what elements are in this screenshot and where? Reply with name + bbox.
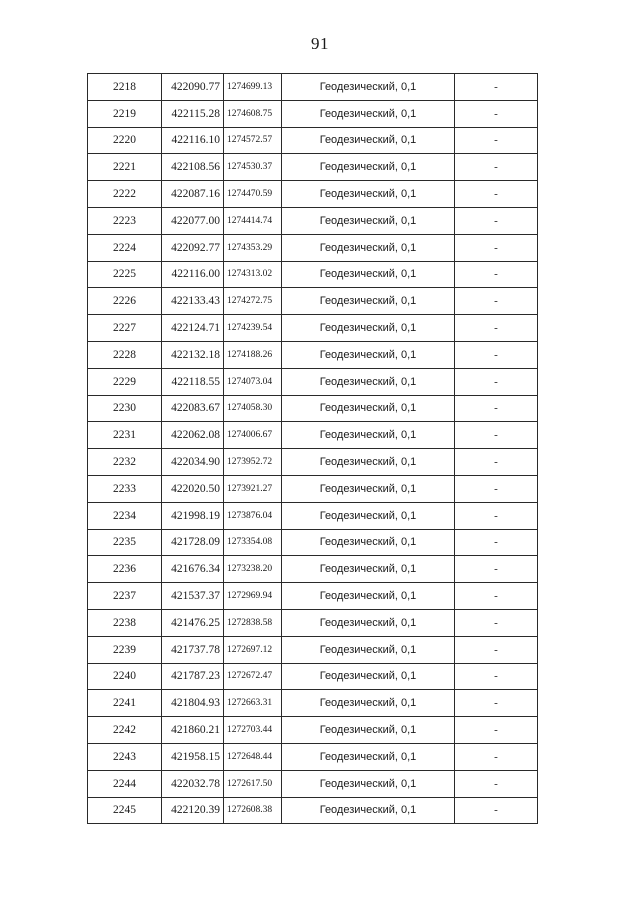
table-row bbox=[88, 717, 538, 744]
y-coordinate-cell: 1274313.02 bbox=[224, 261, 282, 288]
point-number-cell: 2239 bbox=[88, 636, 162, 663]
y-coordinate-cell: 1274572.57 bbox=[224, 127, 282, 154]
method-accuracy-cell: Геодезический, 0,1 bbox=[282, 315, 455, 342]
point-number-cell: 2235 bbox=[88, 529, 162, 556]
y-coordinate-cell: 1274530.37 bbox=[224, 154, 282, 181]
y-coordinate-cell: 1274608.75 bbox=[224, 100, 282, 127]
y-coordinate-cell: 1272969.94 bbox=[224, 583, 282, 610]
method-accuracy-cell: Геодезический, 0,1 bbox=[282, 717, 455, 744]
x-coordinate-cell: 421787.23 bbox=[162, 663, 224, 690]
description-cell: - bbox=[455, 556, 538, 583]
table-row bbox=[88, 743, 538, 770]
y-coordinate-cell: 1274006.67 bbox=[224, 422, 282, 449]
method-accuracy-cell: Геодезический, 0,1 bbox=[282, 368, 455, 395]
method-accuracy-cell: Геодезический, 0,1 bbox=[282, 181, 455, 208]
method-accuracy-cell: Геодезический, 0,1 bbox=[282, 475, 455, 502]
y-coordinate-cell: 1274353.29 bbox=[224, 234, 282, 261]
method-accuracy-cell: Геодезический, 0,1 bbox=[282, 609, 455, 636]
description-cell: - bbox=[455, 207, 538, 234]
description-cell: - bbox=[455, 341, 538, 368]
table-row bbox=[88, 690, 538, 717]
description-cell: - bbox=[455, 475, 538, 502]
y-coordinate-cell: 1274272.75 bbox=[224, 288, 282, 315]
x-coordinate-cell: 421737.78 bbox=[162, 636, 224, 663]
table-row bbox=[88, 261, 538, 288]
point-number-cell: 2225 bbox=[88, 261, 162, 288]
description-cell: - bbox=[455, 717, 538, 744]
table-row bbox=[88, 207, 538, 234]
method-accuracy-cell: Геодезический, 0,1 bbox=[282, 797, 455, 824]
y-coordinate-cell: 1272838.58 bbox=[224, 609, 282, 636]
table-row bbox=[88, 368, 538, 395]
x-coordinate-cell: 421728.09 bbox=[162, 529, 224, 556]
x-coordinate-cell: 422062.08 bbox=[162, 422, 224, 449]
x-coordinate-cell: 422083.67 bbox=[162, 395, 224, 422]
x-coordinate-cell: 422034.90 bbox=[162, 449, 224, 476]
x-coordinate-cell: 421476.25 bbox=[162, 609, 224, 636]
x-coordinate-cell: 422116.00 bbox=[162, 261, 224, 288]
description-cell: - bbox=[455, 690, 538, 717]
method-accuracy-cell: Геодезический, 0,1 bbox=[282, 502, 455, 529]
method-accuracy-cell: Геодезический, 0,1 bbox=[282, 127, 455, 154]
description-cell: - bbox=[455, 261, 538, 288]
x-coordinate-cell: 422087.16 bbox=[162, 181, 224, 208]
table-row bbox=[88, 154, 538, 181]
table-row bbox=[88, 609, 538, 636]
table-row bbox=[88, 475, 538, 502]
x-coordinate-cell: 422020.50 bbox=[162, 475, 224, 502]
description-cell: - bbox=[455, 663, 538, 690]
x-coordinate-cell: 422132.18 bbox=[162, 341, 224, 368]
point-number-cell: 2243 bbox=[88, 743, 162, 770]
table-row bbox=[88, 234, 538, 261]
y-coordinate-cell: 1273238.20 bbox=[224, 556, 282, 583]
method-accuracy-cell: Геодезический, 0,1 bbox=[282, 690, 455, 717]
y-coordinate-cell: 1272617.50 bbox=[224, 770, 282, 797]
point-number-cell: 2232 bbox=[88, 449, 162, 476]
point-number-cell: 2240 bbox=[88, 663, 162, 690]
table-row bbox=[88, 395, 538, 422]
y-coordinate-cell: 1274699.13 bbox=[224, 74, 282, 101]
y-coordinate-cell: 1274239.54 bbox=[224, 315, 282, 342]
description-cell: - bbox=[455, 449, 538, 476]
description-cell: - bbox=[455, 609, 538, 636]
table-row bbox=[88, 181, 538, 208]
point-number-cell: 2234 bbox=[88, 502, 162, 529]
description-cell: - bbox=[455, 100, 538, 127]
y-coordinate-cell: 1272703.44 bbox=[224, 717, 282, 744]
method-accuracy-cell: Геодезический, 0,1 bbox=[282, 743, 455, 770]
table-row bbox=[88, 529, 538, 556]
y-coordinate-cell: 1274188.26 bbox=[224, 341, 282, 368]
table-row bbox=[88, 663, 538, 690]
table-row bbox=[88, 341, 538, 368]
description-cell: - bbox=[455, 154, 538, 181]
y-coordinate-cell: 1274058.30 bbox=[224, 395, 282, 422]
x-coordinate-cell: 422108.56 bbox=[162, 154, 224, 181]
point-number-cell: 2245 bbox=[88, 797, 162, 824]
x-coordinate-cell: 421676.34 bbox=[162, 556, 224, 583]
y-coordinate-cell: 1274470.59 bbox=[224, 181, 282, 208]
table-row bbox=[88, 100, 538, 127]
y-coordinate-cell: 1272697.12 bbox=[224, 636, 282, 663]
x-coordinate-cell: 422116.10 bbox=[162, 127, 224, 154]
x-coordinate-cell: 422090.77 bbox=[162, 74, 224, 101]
description-cell: - bbox=[455, 636, 538, 663]
point-number-cell: 2231 bbox=[88, 422, 162, 449]
description-cell: - bbox=[455, 234, 538, 261]
y-coordinate-cell: 1272608.38 bbox=[224, 797, 282, 824]
method-accuracy-cell: Геодезический, 0,1 bbox=[282, 529, 455, 556]
table-row bbox=[88, 127, 538, 154]
description-cell: - bbox=[455, 583, 538, 610]
description-cell: - bbox=[455, 529, 538, 556]
x-coordinate-cell: 422115.28 bbox=[162, 100, 224, 127]
y-coordinate-cell: 1272648.44 bbox=[224, 743, 282, 770]
method-accuracy-cell: Геодезический, 0,1 bbox=[282, 422, 455, 449]
x-coordinate-cell: 421804.93 bbox=[162, 690, 224, 717]
method-accuracy-cell: Геодезический, 0,1 bbox=[282, 100, 455, 127]
x-coordinate-cell: 422120.39 bbox=[162, 797, 224, 824]
description-cell: - bbox=[455, 315, 538, 342]
y-coordinate-cell: 1272663.31 bbox=[224, 690, 282, 717]
method-accuracy-cell: Геодезический, 0,1 bbox=[282, 207, 455, 234]
x-coordinate-cell: 422124.71 bbox=[162, 315, 224, 342]
table-row bbox=[88, 422, 538, 449]
point-number-cell: 2223 bbox=[88, 207, 162, 234]
point-number-cell: 2218 bbox=[88, 74, 162, 101]
table-row bbox=[88, 636, 538, 663]
method-accuracy-cell: Геодезический, 0,1 bbox=[282, 234, 455, 261]
point-number-cell: 2233 bbox=[88, 475, 162, 502]
method-accuracy-cell: Геодезический, 0,1 bbox=[282, 74, 455, 101]
method-accuracy-cell: Геодезический, 0,1 bbox=[282, 449, 455, 476]
method-accuracy-cell: Геодезический, 0,1 bbox=[282, 154, 455, 181]
description-cell: - bbox=[455, 770, 538, 797]
table-row bbox=[88, 556, 538, 583]
method-accuracy-cell: Геодезический, 0,1 bbox=[282, 341, 455, 368]
point-number-cell: 2228 bbox=[88, 341, 162, 368]
table-row bbox=[88, 797, 538, 824]
y-coordinate-cell: 1273876.04 bbox=[224, 502, 282, 529]
method-accuracy-cell: Геодезический, 0,1 bbox=[282, 261, 455, 288]
point-number-cell: 2244 bbox=[88, 770, 162, 797]
y-coordinate-cell: 1273921.27 bbox=[224, 475, 282, 502]
x-coordinate-cell: 422133.43 bbox=[162, 288, 224, 315]
table-row bbox=[88, 74, 538, 101]
method-accuracy-cell: Геодезический, 0,1 bbox=[282, 770, 455, 797]
point-number-cell: 2221 bbox=[88, 154, 162, 181]
point-number-cell: 2236 bbox=[88, 556, 162, 583]
description-cell: - bbox=[455, 127, 538, 154]
method-accuracy-cell: Геодезический, 0,1 bbox=[282, 556, 455, 583]
x-coordinate-cell: 422077.00 bbox=[162, 207, 224, 234]
x-coordinate-cell: 421958.15 bbox=[162, 743, 224, 770]
y-coordinate-cell: 1274414.74 bbox=[224, 207, 282, 234]
x-coordinate-cell: 421537.37 bbox=[162, 583, 224, 610]
page-number: 91 bbox=[311, 34, 329, 53]
description-cell: - bbox=[455, 395, 538, 422]
x-coordinate-cell: 421998.19 bbox=[162, 502, 224, 529]
y-coordinate-cell: 1273354.08 bbox=[224, 529, 282, 556]
x-coordinate-cell: 421860.21 bbox=[162, 717, 224, 744]
description-cell: - bbox=[455, 74, 538, 101]
method-accuracy-cell: Геодезический, 0,1 bbox=[282, 636, 455, 663]
description-cell: - bbox=[455, 797, 538, 824]
point-number-cell: 2230 bbox=[88, 395, 162, 422]
method-accuracy-cell: Геодезический, 0,1 bbox=[282, 583, 455, 610]
x-coordinate-cell: 422092.77 bbox=[162, 234, 224, 261]
point-number-cell: 2226 bbox=[88, 288, 162, 315]
description-cell: - bbox=[455, 502, 538, 529]
point-number-cell: 2227 bbox=[88, 315, 162, 342]
table-row bbox=[88, 770, 538, 797]
description-cell: - bbox=[455, 743, 538, 770]
y-coordinate-cell: 1274073.04 bbox=[224, 368, 282, 395]
point-number-cell: 2222 bbox=[88, 181, 162, 208]
y-coordinate-cell: 1273952.72 bbox=[224, 449, 282, 476]
description-cell: - bbox=[455, 181, 538, 208]
x-coordinate-cell: 422032.78 bbox=[162, 770, 224, 797]
point-number-cell: 2219 bbox=[88, 100, 162, 127]
y-coordinate-cell: 1272672.47 bbox=[224, 663, 282, 690]
point-number-cell: 2237 bbox=[88, 583, 162, 610]
point-number-cell: 2229 bbox=[88, 368, 162, 395]
table-row bbox=[88, 288, 538, 315]
table-row bbox=[88, 449, 538, 476]
method-accuracy-cell: Геодезический, 0,1 bbox=[282, 395, 455, 422]
table-row bbox=[88, 315, 538, 342]
point-number-cell: 2238 bbox=[88, 609, 162, 636]
point-number-cell: 2241 bbox=[88, 690, 162, 717]
coordinates-table bbox=[87, 73, 538, 824]
point-number-cell: 2224 bbox=[88, 234, 162, 261]
table-row bbox=[88, 583, 538, 610]
point-number-cell: 2242 bbox=[88, 717, 162, 744]
x-coordinate-cell: 422118.55 bbox=[162, 368, 224, 395]
method-accuracy-cell: Геодезический, 0,1 bbox=[282, 288, 455, 315]
description-cell: - bbox=[455, 422, 538, 449]
table-row bbox=[88, 502, 538, 529]
description-cell: - bbox=[455, 368, 538, 395]
description-cell: - bbox=[455, 288, 538, 315]
point-number-cell: 2220 bbox=[88, 127, 162, 154]
coordinates-table-body bbox=[88, 74, 538, 824]
method-accuracy-cell: Геодезический, 0,1 bbox=[282, 663, 455, 690]
